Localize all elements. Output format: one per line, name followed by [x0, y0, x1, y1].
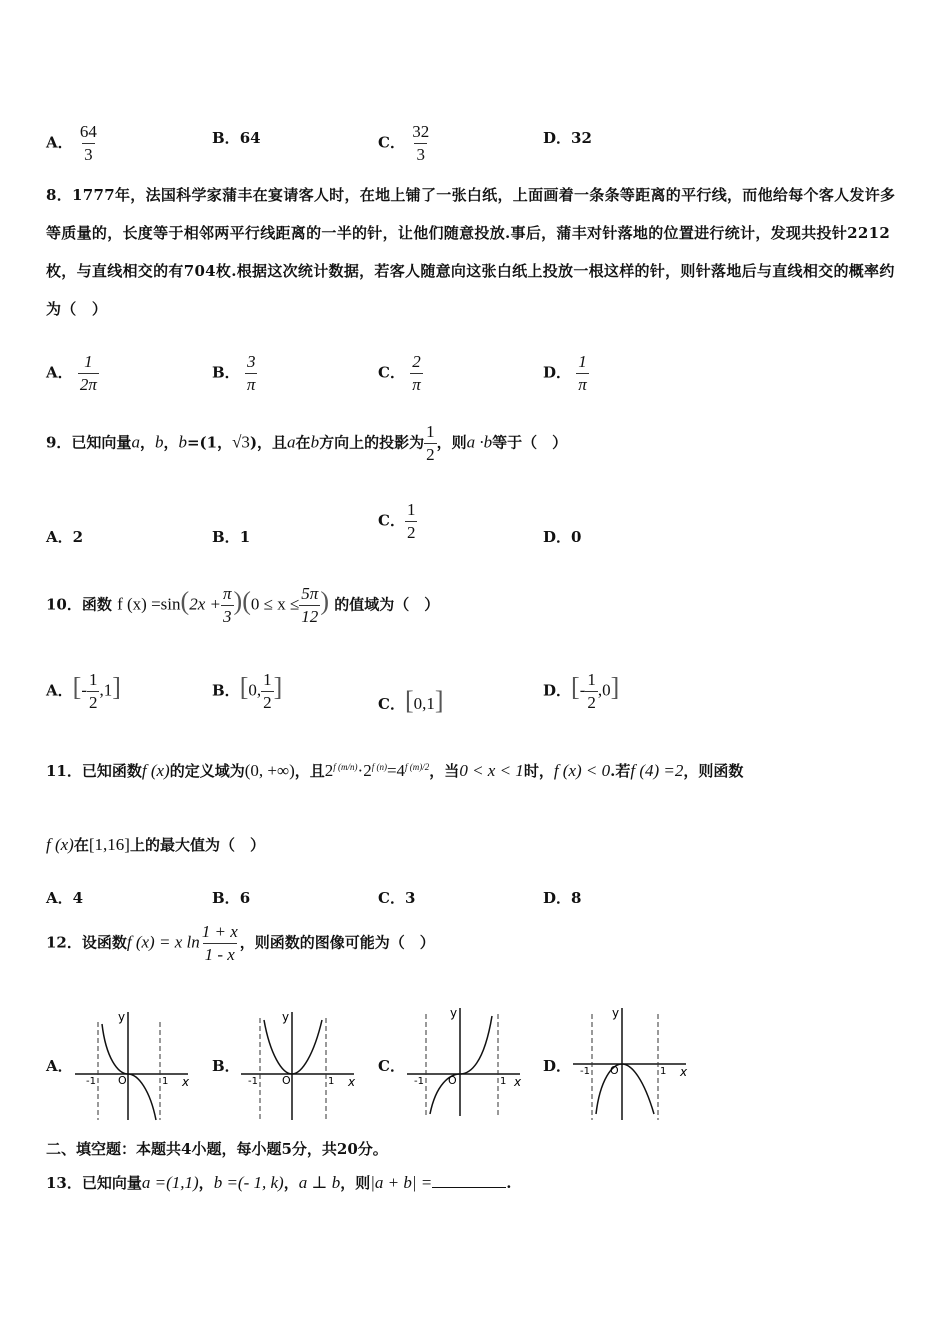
q11-question-line1: 11．已知函数f (x)的定义域为(0, +∞)，且$2^{f (m/n)}\cdot 2^{f (n)}=4^{f (m)/2}$，当0 < x < 1时，f (x) < 0.若f (4) =2，则函数	[46, 761, 744, 780]
q11-question-line2: f (x)在[1,16]上的最大值为（ ）	[46, 835, 265, 854]
svg-text:y: y	[450, 1006, 458, 1020]
q7-option-d-value: 32	[571, 129, 592, 147]
svg-text:-1: -1	[248, 1076, 258, 1087]
q8-option-c-fraction: $\frac{2}{\pi}$	[412, 352, 421, 394]
q8-option-c	[378, 352, 423, 395]
q7-option-d	[543, 127, 592, 148]
svg-text:x: x	[680, 1065, 688, 1079]
svg-text:O: O	[448, 1074, 457, 1087]
q13-question: 13．已知向量a =(1,1)，b =(- 1, k)，a ⊥ b，则|a + b| = .	[46, 1173, 512, 1192]
q9-question: 9．已知向量a，b，b=(1，√3)，且a在b方向上的投影为 $\frac{1}{2}$ ，则a ·b等于（ ）	[46, 422, 568, 464]
q12-option-a-label: A．	[46, 1057, 73, 1075]
q10-function: f (x) =sin	[117, 594, 181, 614]
q8-option-a-label: A．	[46, 363, 73, 382]
q10-option-b: B．[0, $\frac{1}{2}$ ]	[212, 670, 283, 712]
q9-vector-b: b	[154, 432, 164, 452]
q7-option-c	[378, 122, 431, 165]
q12-option-b-label: B．	[212, 1057, 240, 1075]
q8-option-c-label: C．	[378, 363, 405, 382]
q12-graph-b	[236, 1008, 366, 1124]
q10-option-d: D．[- $\frac{1}{2}$ ,0]	[543, 670, 620, 712]
q12-option-c-label: C．	[378, 1057, 405, 1075]
q8-option-b	[212, 352, 257, 395]
q11-option-d: D．8	[543, 889, 582, 907]
q9-option-d: D．0	[543, 528, 582, 546]
q8-option-b-label: B．	[212, 363, 240, 382]
q7-option-c-fraction: $\frac{32}{3}$	[412, 122, 430, 164]
q12-graph-d	[568, 1004, 698, 1126]
svg-text:1: 1	[500, 1076, 507, 1087]
q7-option-a-fraction: $\frac{64}{3}$	[79, 122, 97, 164]
svg-text:-1: -1	[414, 1076, 424, 1087]
q7-option-d-label: D．	[543, 129, 572, 147]
q8-option-d-fraction: $\frac{1}{\pi}$	[578, 352, 587, 394]
q10-option-c: C．[0,1]	[378, 686, 444, 715]
svg-text:1: 1	[328, 1076, 335, 1087]
q12-question: 12．设函数f (x) = x ln $\frac{1 + x}{1 - x}$ ，则函数的图像可能为（ ）	[46, 922, 435, 964]
svg-text:x: x	[514, 1075, 522, 1089]
answer-blank[interactable]	[432, 1173, 506, 1188]
q10-option-a: A．[- $\frac{1}{2}$ ,1]	[46, 670, 121, 712]
q8-option-d-label: D．	[543, 363, 572, 382]
q11-option-a: A．4	[46, 889, 84, 907]
q7-option-c-label: C．	[378, 133, 405, 152]
q9-projection-fraction: $\frac{1}{2}$	[426, 422, 435, 464]
q7-option-b	[212, 127, 261, 148]
svg-text:y: y	[118, 1010, 126, 1024]
svg-text:O: O	[282, 1074, 291, 1087]
q11-option-b: B．6	[212, 889, 251, 907]
q8-option-d	[543, 352, 589, 395]
q9-option-b: B．1	[212, 528, 251, 546]
q8-question-text: 8．1777年，法国科学家蒲丰在宴请客人时，在地上铺了一张白纸，上面画着一条条等距离的平行线，而他给每个客人发许多等质量的，长度等于相邻两平行线距离的一半的针，让他们随意投放.事后，蒲丰对针落地的位置进行统计，发现共投针2212枚，与直线相交的有704枚.根据这次统计数据，若客人随意向这张白纸上投放一根这样的针，则针落地后与直线相交的概率约为（ ）	[46, 186, 896, 318]
q9-option-c-fraction: $\frac{1}{2}$	[406, 500, 416, 542]
svg-text:O: O	[118, 1074, 127, 1087]
svg-text:-1: -1	[86, 1076, 96, 1087]
svg-text:y: y	[612, 1006, 620, 1020]
q12-option-d-label: D．	[543, 1057, 572, 1075]
q10-question: 10．函数 f (x) =sin(2x + $\frac{\pi}{3}$ )(0 ≤ x ≤ $\frac{5\pi}{12}$ ) 的值域为（ ）	[46, 584, 440, 626]
q9-sqrt3: √3	[232, 432, 250, 452]
q7-option-a	[46, 122, 99, 165]
q8-option-a	[46, 352, 99, 395]
svg-text:O: O	[610, 1064, 619, 1077]
svg-text:x: x	[348, 1075, 356, 1089]
q11-option-c: C．3	[378, 889, 416, 907]
svg-text:-1: -1	[580, 1066, 590, 1077]
q7-option-a-label: A．	[46, 133, 73, 152]
q9-option-c: C． $\frac{1}{2}$	[378, 500, 416, 542]
q7-option-b-label: B．	[212, 129, 240, 147]
svg-text:x: x	[182, 1075, 190, 1089]
svg-text:y: y	[282, 1010, 290, 1024]
q12-graph-c	[402, 1004, 532, 1120]
section-title: 二、填空题：本题共4小题，每小题5分，共20分。	[46, 1140, 388, 1158]
q7-option-b-value: 64	[239, 129, 261, 147]
q9-dot-product: a ·b	[466, 432, 493, 452]
q8-option-a-fraction: $\frac{1}{2\pi}$	[79, 352, 97, 394]
q9-option-a: A．2	[46, 528, 84, 546]
q9-vector-a: a	[131, 432, 140, 452]
q9-prefix: 9．已知向量	[46, 433, 132, 452]
q12-graph-a	[70, 1008, 200, 1124]
svg-text:1: 1	[660, 1066, 667, 1077]
q8-option-b-fraction: $\frac{3}{\pi}$	[246, 352, 256, 394]
svg-text:1: 1	[162, 1076, 169, 1087]
